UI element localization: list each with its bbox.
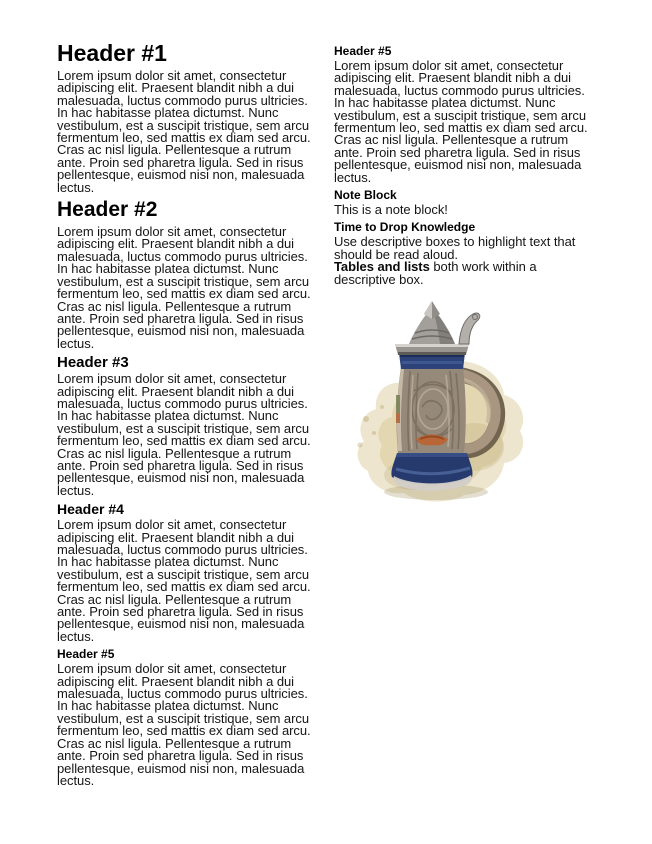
section-4-paragraph: Lorem ipsum dolor sit amet, consectetur adipiscing elit. Praesent blandit nibh a dui malesuada, luctus commodo purus ultricies. In hac habitasse platea dictumst. Nunc vestibulum, est a suscipit tristique, sem arcu fermentum leo, sed mattis ex diam sed arcu. Cras ac nisl ligula. Pellentesque a rutrum ante. Proin sed pharetra ligula. Sed in risus pellentesque, euismod nisi non, malesuada lectus. [57, 517, 311, 644]
note-block-body: This is a note block! [334, 202, 448, 218]
section-3-heading: Header #3 [57, 354, 129, 372]
beer-stein-image [352, 299, 532, 509]
body-paint-sliver-green [396, 395, 400, 413]
knowledge-heading: Time to Drop Knowledge [334, 220, 476, 235]
section-4 [57, 501, 313, 643]
section-2 [57, 198, 313, 350]
body-paint-sliver-red [396, 413, 400, 423]
base-band-top [396, 453, 468, 457]
splash-dot [363, 416, 369, 422]
section-3-paragraph: Lorem ipsum dolor sit amet, consectetur adipiscing elit. Praesent blandit nibh a dui malesuada, luctus commodo purus ultricies. In hac habitasse platea dictumst. Nunc vestibulum, est a suscipit tristique, sem arcu fermentum leo, sed mattis ex diam sed arcu. Cras ac nisl ligula. Pellentesque a rutrum ante. Proin sed pharetra ligula. Sed in risus pellentesque, euismod nisi non, malesuada lectus. [57, 371, 311, 498]
knowledge-line-2 [334, 261, 592, 286]
section-1-heading: Header #1 [57, 40, 167, 66]
section-6 [334, 44, 592, 184]
section-5-heading: Header #5 [57, 647, 115, 662]
lid-rim-shade [398, 352, 466, 355]
section-4-heading: Header #4 [57, 501, 124, 518]
note-block-heading: Note Block [334, 188, 397, 203]
section-1 [57, 40, 313, 194]
section-5-paragraph: Lorem ipsum dolor sit amet, consectetur adipiscing elit. Praesent blandit nibh a dui malesuada, luctus commodo purus ultricies. In hac habitasse platea dictumst. Nunc vestibulum, est a suscipit tristique, sem arcu fermentum leo, sed mattis ex diam sed arcu. Cras ac nisl ligula. Pellentesque a rutrum ante. Proin sed pharetra ligula. Sed in risus pellentesque, euismod nisi non, malesuada lectus. [57, 661, 311, 788]
neck-band-highlight [402, 361, 462, 364]
right-column [334, 40, 592, 509]
knowledge-line-1: Use descriptive boxes to highlight text that should be read aloud. [334, 234, 576, 262]
splash-dot [372, 431, 376, 435]
section-3 [57, 354, 313, 497]
thumb-lift [459, 313, 480, 344]
section-5 [57, 647, 313, 787]
section-2-paragraph: Lorem ipsum dolor sit amet, consectetur adipiscing elit. Praesent blandit nibh a dui malesuada, luctus commodo purus ultricies. In hac habitasse platea dictumst. Nunc vestibulum, est a suscipit tristique, sem arcu fermentum leo, sed mattis ex diam sed arcu. Cras ac nisl ligula. Pellentesque a rutrum ante. Proin sed pharetra ligula. Sed in risus pellentesque, euismod nisi non, malesuada lectus. [57, 224, 311, 351]
section-2-heading: Header #2 [57, 198, 158, 222]
section-6-heading: Header #5 [334, 44, 392, 58]
splash-dot [358, 443, 363, 448]
section-6-paragraph: Lorem ipsum dolor sit amet, consectetur adipiscing elit. Praesent blandit nibh a dui malesuada, luctus commodo purus ultricies. In hac habitasse platea dictumst. Nunc vestibulum, est a suscipit tristique, sem arcu fermentum leo, sed mattis ex diam sed arcu. Cras ac nisl ligula. Pellentesque a rutrum ante. Proin sed pharetra ligula. Sed in risus pellentesque, euismod nisi non, malesuada lectus. [334, 58, 588, 185]
splash-dot [380, 405, 384, 409]
knowledge-line-2-rest: both work within a descriptive box. [334, 259, 537, 287]
knowledge-bold-lead: Tables and lists [334, 259, 430, 275]
left-column [57, 40, 313, 787]
beer-stein-illustration [352, 299, 532, 509]
lid-rim-highlight [395, 344, 469, 347]
section-1-paragraph: Lorem ipsum dolor sit amet, consectetur adipiscing elit. Praesent blandit nibh a dui malesuada, luctus commodo purus ultricies. In hac habitasse platea dictumst. Nunc vestibulum, est a suscipit tristique, sem arcu fermentum leo, sed mattis ex diam sed arcu. Cras ac nisl ligula. Pellentesque a rutrum ante. Proin sed pharetra ligula. Sed in risus pellentesque, euismod nisi non, malesuada lectus. [57, 68, 311, 195]
